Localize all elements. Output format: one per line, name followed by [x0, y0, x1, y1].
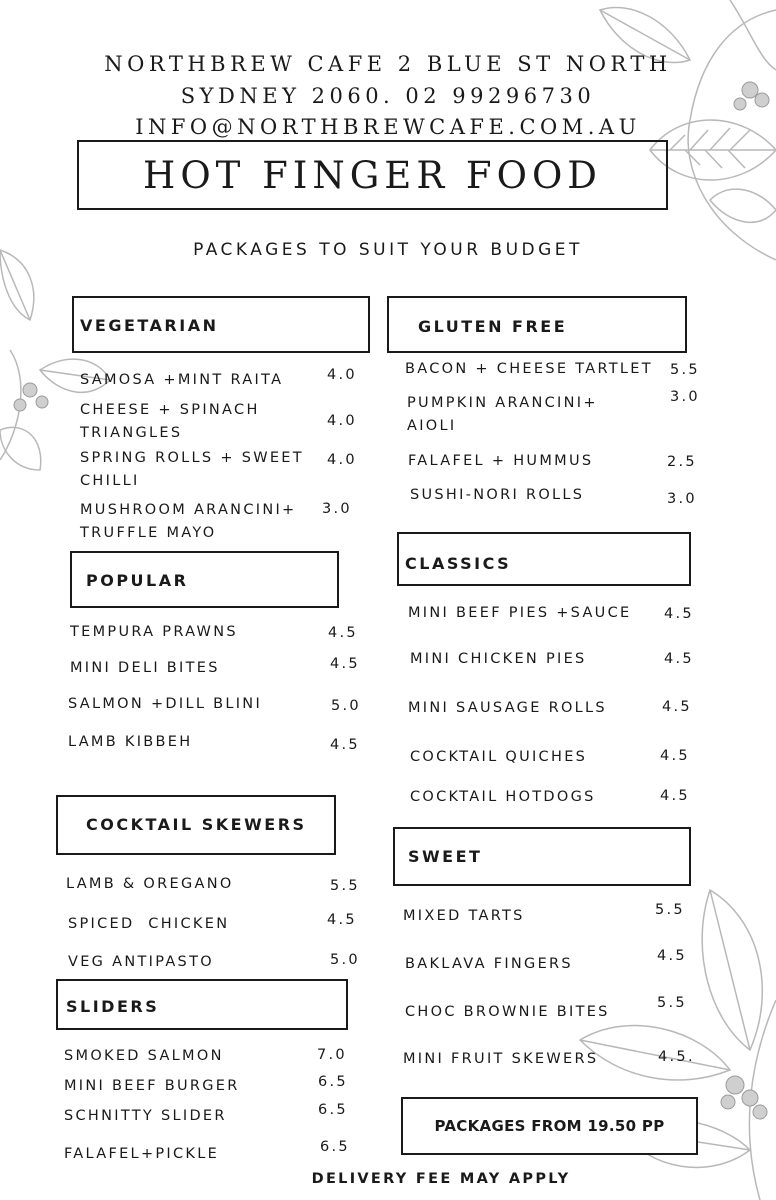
menu-item-price: 5.5 — [655, 902, 685, 918]
menu-item-price: 3.0 — [322, 501, 352, 517]
menu-item-name: FALAFEL + HUMMUS — [408, 453, 594, 469]
cafe-address-line: NORTHBREW CAFE 2 BLUE ST NORTH — [104, 52, 672, 76]
menu-item-name: SCHNITTY SLIDER — [64, 1108, 227, 1124]
section-title-sliders: SLIDERS — [66, 997, 160, 1016]
menu-item-name: LAMB & OREGANO — [66, 876, 234, 892]
menu-item-name: SAMOSA +MINT RAITA — [80, 372, 284, 388]
menu-item-name: CHOC BROWNIE BITES — [405, 1004, 610, 1020]
menu-item-price: 4.5 — [330, 737, 360, 753]
menu-item-price: 4.5 — [662, 699, 692, 715]
menu-item-price: 2.5 — [667, 454, 697, 470]
menu-item-name: MIXED TARTS — [403, 908, 525, 924]
menu-item-price: 4.5 — [660, 748, 690, 764]
section-title-sweet: SWEET — [408, 847, 483, 866]
menu-item-price: 3.0 — [670, 389, 700, 405]
section-title-classics: CLASSICS — [405, 554, 512, 573]
menu-item-name: SUSHI-NORI ROLLS — [410, 487, 585, 503]
menu-item-name: TEMPURA PRAWNS — [70, 624, 238, 640]
menu-item-price: 4.5 — [330, 656, 360, 672]
menu-item-name: MUSHROOM ARANCINI+ TRUFFLE MAYO — [80, 502, 297, 541]
menu-item-name: COCKTAIL HOTDOGS — [410, 789, 596, 805]
cafe-location-phone-line: SYDNEY 2060. 02 99296730 — [180, 84, 596, 108]
menu-item-price: 6.5 — [318, 1074, 348, 1090]
menu-item-name: BAKLAVA FINGERS — [405, 956, 573, 972]
menu-item-price: 6.5 — [318, 1102, 348, 1118]
section-title-popular: POPULAR — [86, 571, 189, 590]
menu-item-price: 5.5 — [330, 878, 360, 894]
section-title-gluten-free: GLUTEN FREE — [418, 317, 568, 336]
menu-item-name: VEG ANTIPASTO — [68, 954, 214, 970]
menu-item-price: 4.0 — [327, 452, 357, 468]
packages-price-box: PACKAGES FROM 19.50 PP — [401, 1097, 698, 1155]
menu-item-price: 4.5 — [327, 912, 357, 928]
menu-item-price: 5.5 — [657, 995, 687, 1011]
menu-item-price: 7.0 — [317, 1047, 347, 1063]
menu-item-price: 4.0 — [327, 413, 357, 429]
menu-item-name: COCKTAIL QUICHES — [410, 749, 588, 765]
menu-item-name: SMOKED SALMON — [64, 1048, 224, 1064]
section-title-vegetarian: VEGETARIAN — [80, 316, 219, 335]
page-title: HOT FINGER FOOD — [77, 140, 668, 210]
menu-item-name: SPICED CHICKEN — [68, 916, 230, 932]
menu-item-name: CHEESE + SPINACH TRIANGLES — [80, 402, 260, 441]
menu-item-name: FALAFEL+PICKLE — [64, 1146, 220, 1162]
menu-item-price: 4.5 — [664, 606, 694, 622]
menu-item-name: LAMB KIBBEH — [68, 734, 193, 750]
menu-item-price: 5.0 — [330, 952, 360, 968]
menu-item-price: 6.5 — [320, 1139, 350, 1155]
cafe-email-line: INFO@NORTHBREWCAFE.COM.AU — [135, 115, 641, 139]
menu-item-name: MINI SAUSAGE ROLLS — [408, 700, 607, 716]
menu-item-price: 5.0 — [331, 698, 361, 714]
section-title-cocktail-skewers: COCKTAIL SKEWERS — [86, 815, 307, 834]
menu-item-price: 4.5 — [664, 651, 694, 667]
menu-item-price: 4.5. — [658, 1049, 695, 1065]
page-subtitle: PACKAGES TO SUIT YOUR BUDGET — [193, 240, 583, 260]
menu-item-price: 4.0 — [327, 367, 357, 383]
menu-item-name: SALMON +DILL BLINI — [68, 696, 263, 712]
menu-item-name: MINI FRUIT SKEWERS — [403, 1051, 599, 1067]
menu-item-name: MINI DELI BITES — [70, 660, 220, 676]
menu-item-price: 5.5 — [670, 362, 700, 378]
menu-item-name: BACON + CHEESE TARTLET — [405, 361, 653, 377]
menu-item-name: MINI BEEF PIES +SAUCE — [408, 605, 632, 621]
menu-item-price: 3.0 — [667, 491, 697, 507]
menu-item-name: MINI CHICKEN PIES — [410, 651, 587, 667]
menu-item-name: PUMPKIN ARANCINI+ AIOLI — [407, 395, 598, 434]
menu-item-name: MINI BEEF BURGER — [64, 1078, 240, 1094]
menu-item-name: SPRING ROLLS + SWEET CHILLI — [80, 450, 304, 489]
menu-item-price: 4.5 — [657, 948, 687, 964]
delivery-fee-note: DELIVERY FEE MAY APPLY — [311, 1171, 571, 1187]
menu-item-price: 4.5 — [660, 788, 690, 804]
menu-item-price: 4.5 — [328, 625, 358, 641]
